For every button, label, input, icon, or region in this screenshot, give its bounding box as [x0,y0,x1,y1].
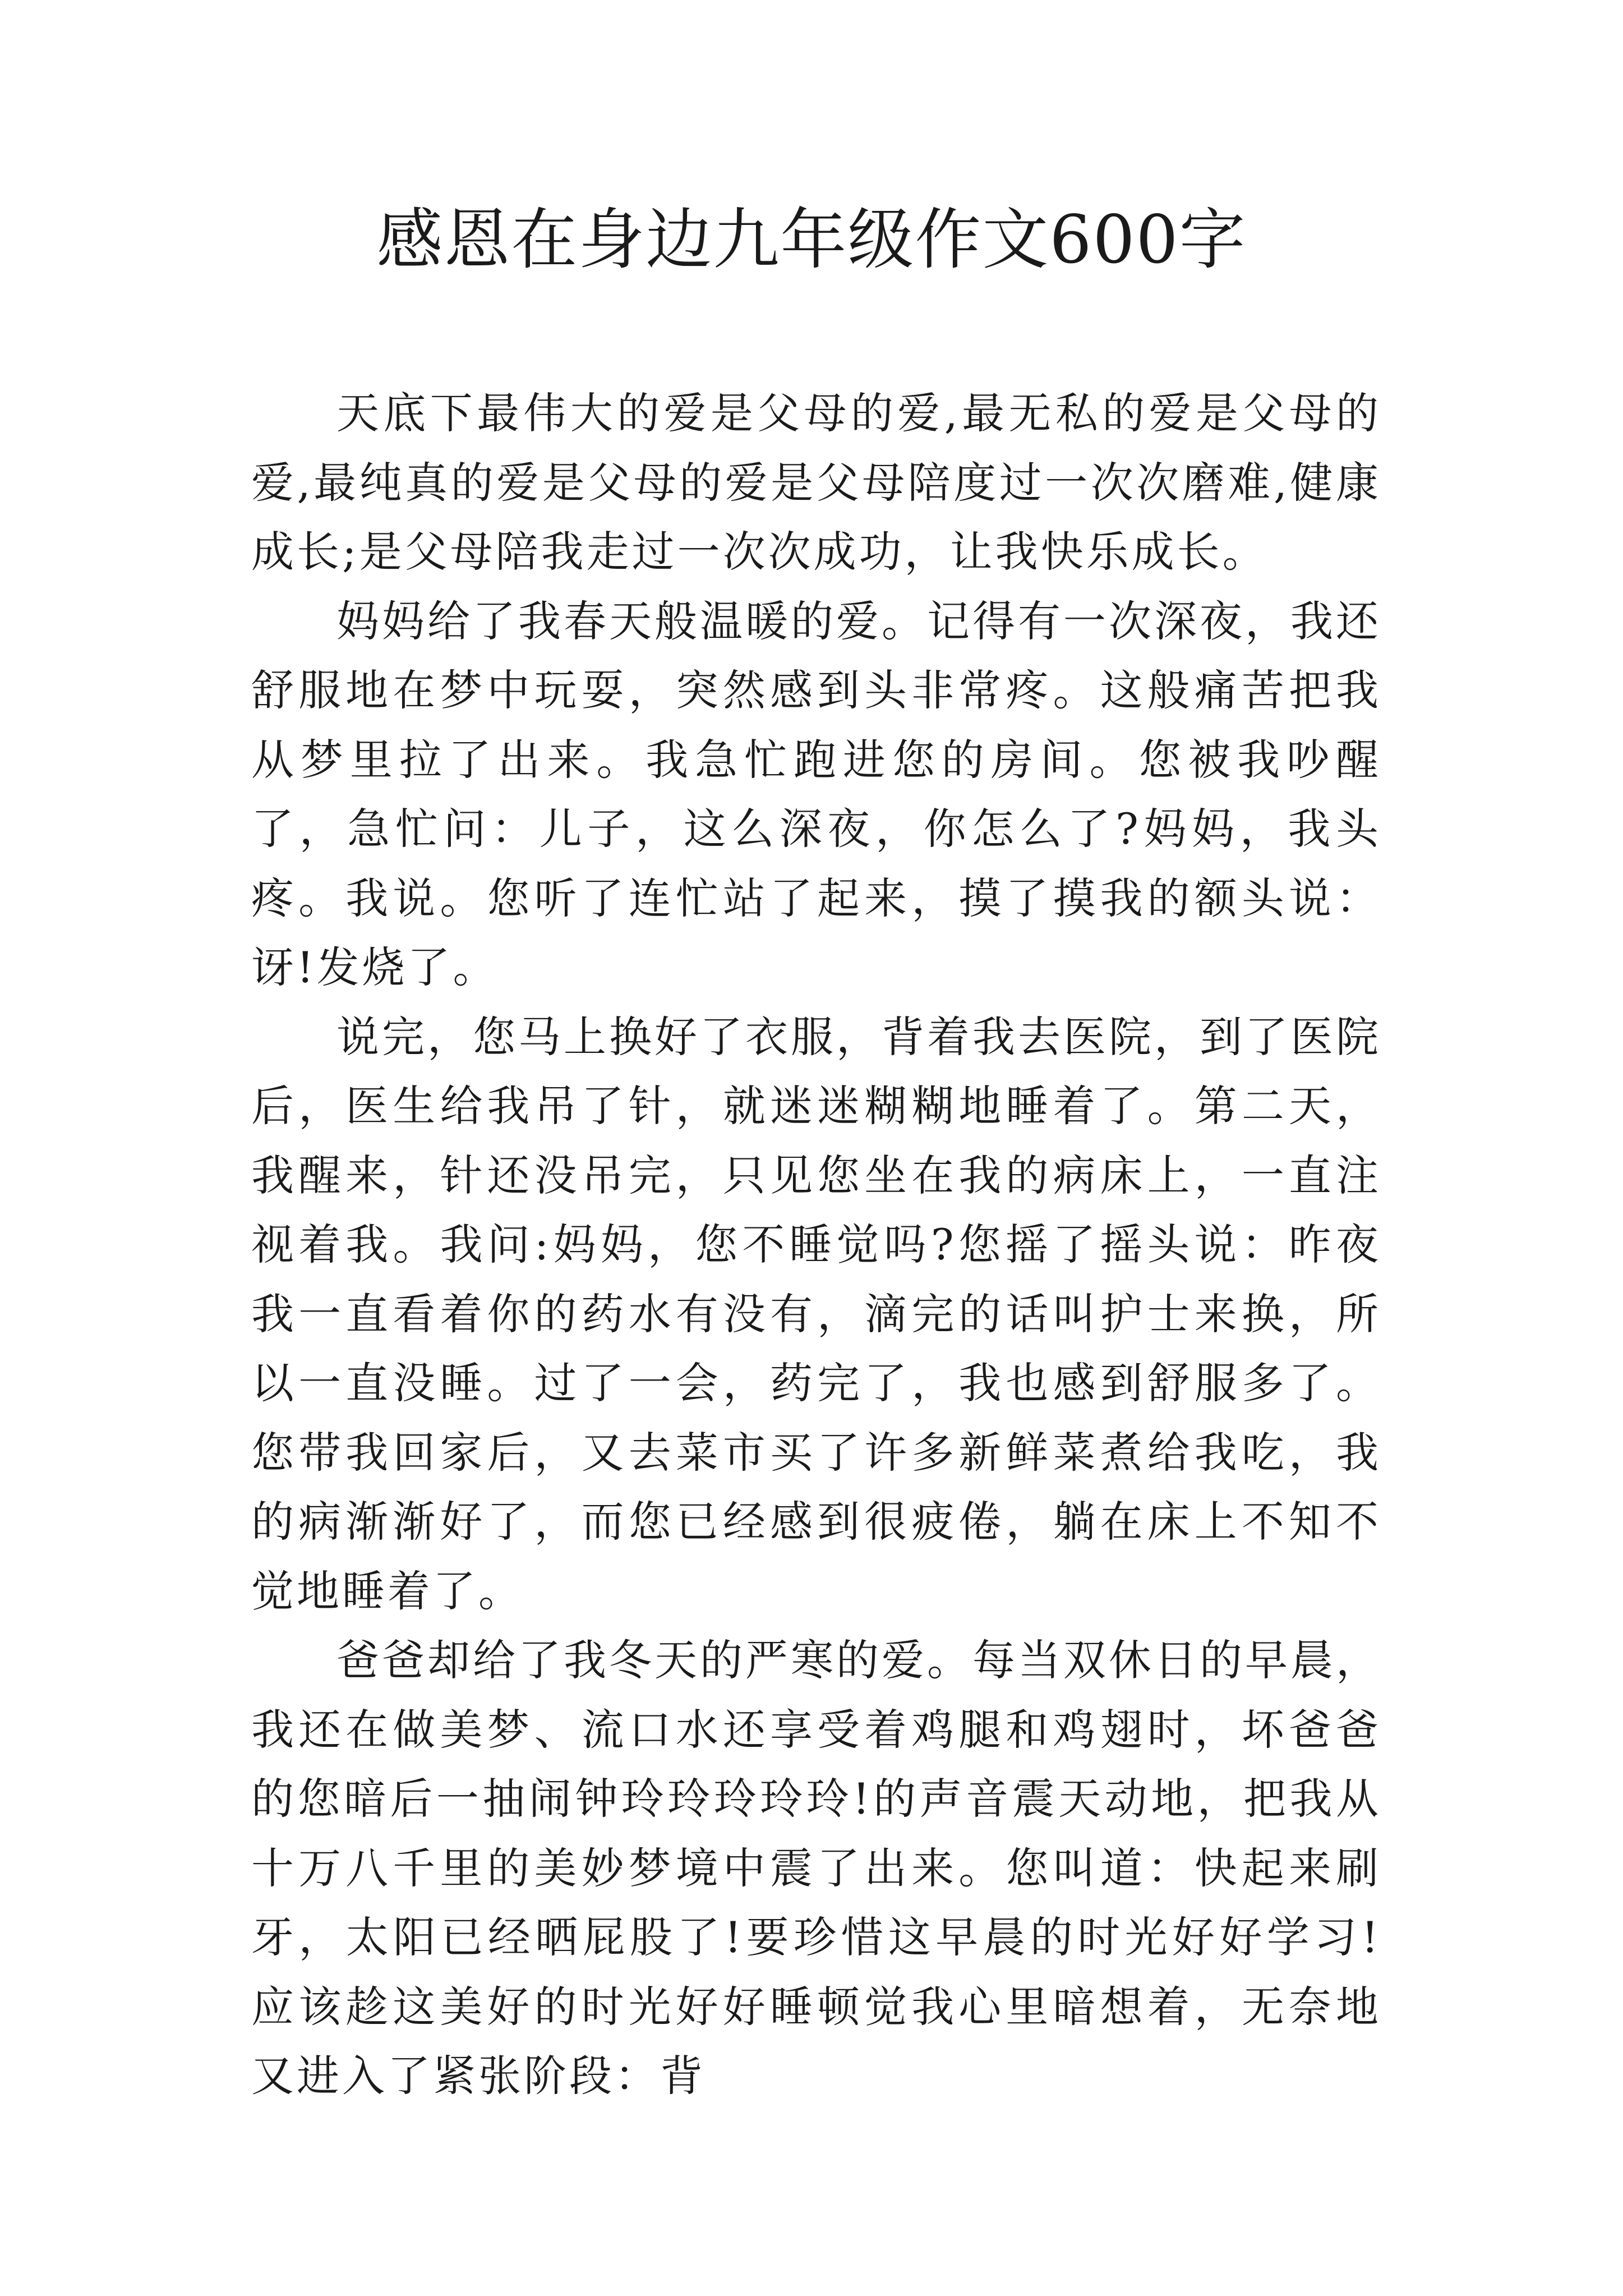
paragraph-4: 爸爸却给了我冬天的严寒的爱。每当双休日的早晨，我还在做美梦、流口水还享受着鸡腿和鸡翅时，坏爸爸的您暗后一抽闹钟玲玲玲玲玲!的声音震天动地，把我从十万八千里的美妙梦境中震了出来。您叫道：快起来刷牙，太阳已经晒屁股了!要珍惜这早晨的时光好好学习!应该趁这美好的时光好好睡顿觉我心里暗想着，无奈地又进入了紧张阶段：背 [251,1635,1381,2101]
paragraph-2: 妈妈给了我春天般温暖的爱。记得有一次深夜，我还舒服地在梦中玩耍，突然感到头非常疼。这般痛苦把我从梦里拉了出来。我急忙跑进您的房间。您被我吵醒了，急忙问：儿子，这么深夜，你怎么了?妈妈，我头疼。我说。您听了连忙站了起来，摸了摸我的额头说：讶!发烧了。 [251,596,1381,992]
paragraph-1: 天底下最伟大的爱是父母的爱,最无私的爱是父母的爱,最纯真的爱是父母的爱是父母陪度过一次次磨难,健康成长;是父母陪我走过一次次成功，让我快乐成长。 [251,388,1381,577]
paragraph-3: 说完，您马上换好了衣服，背着我去医院，到了医院后，医生给我吊了针，就迷迷糊糊地睡着了。第二天，我醒来，针还没吊完，只见您坐在我的病床上，一直注视着我。我问:妈妈，您不睡觉吗?您摇了摇头说：昨夜我一直看着你的药水有没有，滴完的话叫护士来换，所以一直没睡。过了一会，药完了，我也感到舒服多了。您带我回家后，又去菜市买了许多新鲜菜煮给我吃，我的病渐渐好了，而您已经感到很疲倦，躺在床上不知不觉地睡着了。 [251,1011,1381,1616]
document-body [251,379,1381,2111]
document-title: 感恩在身边九年级作文600字 [376,201,1247,278]
